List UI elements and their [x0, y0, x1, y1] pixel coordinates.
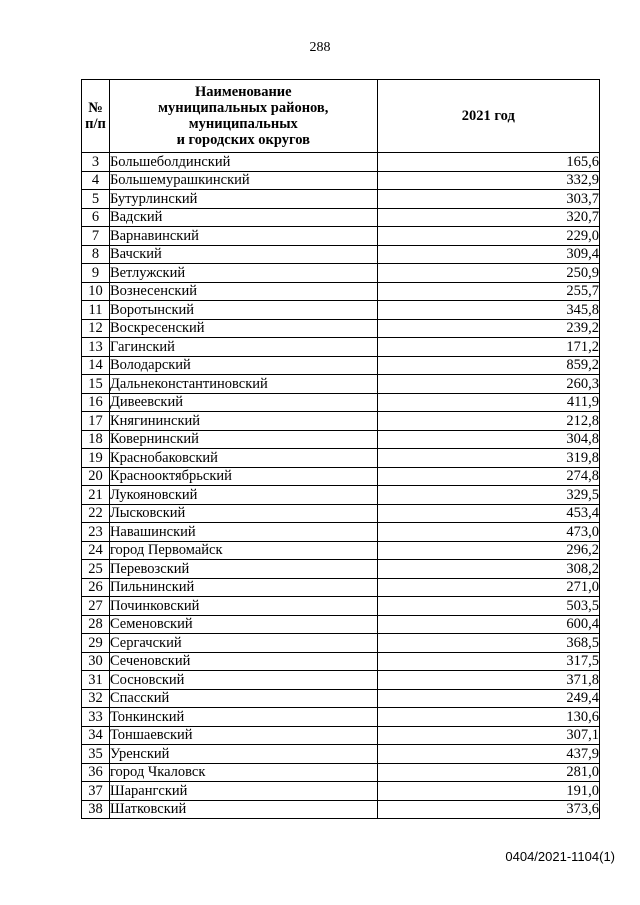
row-number: 11	[82, 301, 110, 320]
table-row	[82, 689, 600, 708]
row-name: Краснооктябрьский	[109, 467, 377, 486]
row-number: 12	[82, 319, 110, 338]
table-row	[82, 319, 600, 338]
row-name: Сергачский	[109, 634, 377, 653]
table-row	[82, 523, 600, 542]
table-row	[82, 227, 600, 246]
row-name: Вознесенский	[109, 282, 377, 301]
row-name: Варнавинский	[109, 227, 377, 246]
row-number: 16	[82, 393, 110, 412]
row-number: 19	[82, 449, 110, 468]
row-value: 304,8	[377, 430, 599, 449]
row-value: 165,6	[377, 153, 599, 172]
row-number: 24	[82, 541, 110, 560]
table-row	[82, 560, 600, 579]
table-row	[82, 282, 600, 301]
row-name: Лысковский	[109, 504, 377, 523]
row-name: Уренский	[109, 745, 377, 764]
table-row	[82, 245, 600, 264]
table-row	[82, 504, 600, 523]
row-number: 5	[82, 190, 110, 209]
row-number: 28	[82, 615, 110, 634]
row-value: 317,5	[377, 652, 599, 671]
table-row	[82, 486, 600, 505]
document-code: 0404/2021-1104(1)	[505, 849, 615, 864]
row-number: 26	[82, 578, 110, 597]
row-name: Тонкинский	[109, 708, 377, 727]
table-row	[82, 745, 600, 764]
row-value: 503,5	[377, 597, 599, 616]
row-number: 15	[82, 375, 110, 394]
table-row	[82, 800, 600, 819]
header-name: Наименование муниципальных районов, муниципальных и городских округов	[109, 80, 377, 153]
row-name: Большеболдинский	[109, 153, 377, 172]
row-number: 7	[82, 227, 110, 246]
row-value: 271,0	[377, 578, 599, 597]
row-value: 320,7	[377, 208, 599, 227]
row-number: 6	[82, 208, 110, 227]
row-name: Пильнинский	[109, 578, 377, 597]
row-name: город Первомайск	[109, 541, 377, 560]
row-value: 859,2	[377, 356, 599, 375]
row-value: 260,3	[377, 375, 599, 394]
row-value: 411,9	[377, 393, 599, 412]
row-value: 229,0	[377, 227, 599, 246]
row-value: 130,6	[377, 708, 599, 727]
row-number: 23	[82, 523, 110, 542]
row-number: 8	[82, 245, 110, 264]
row-name: Сеченовский	[109, 652, 377, 671]
header-number: № п/п	[82, 80, 110, 153]
table-row	[82, 208, 600, 227]
row-name: Большемурашкинский	[109, 171, 377, 190]
row-value: 371,8	[377, 671, 599, 690]
row-number: 22	[82, 504, 110, 523]
row-number: 33	[82, 708, 110, 727]
row-value: 255,7	[377, 282, 599, 301]
row-number: 9	[82, 264, 110, 283]
row-name: Княгининский	[109, 412, 377, 431]
row-value: 345,8	[377, 301, 599, 320]
table-row	[82, 541, 600, 560]
table-row	[82, 375, 600, 394]
table-header-row	[82, 80, 600, 153]
row-value: 308,2	[377, 560, 599, 579]
table-row	[82, 301, 600, 320]
row-name: Воскресенский	[109, 319, 377, 338]
row-number: 31	[82, 671, 110, 690]
row-name: Семеновский	[109, 615, 377, 634]
row-value: 368,5	[377, 634, 599, 653]
table-row	[82, 338, 600, 357]
row-value: 249,4	[377, 689, 599, 708]
row-name: Краснобаковский	[109, 449, 377, 468]
row-name: город Чкаловск	[109, 763, 377, 782]
row-name: Шатковский	[109, 800, 377, 819]
row-name: Дальнеконстантиновский	[109, 375, 377, 394]
row-value: 373,6	[377, 800, 599, 819]
table-row	[82, 356, 600, 375]
table-row	[82, 171, 600, 190]
row-number: 37	[82, 782, 110, 801]
row-value: 309,4	[377, 245, 599, 264]
row-number: 34	[82, 726, 110, 745]
row-name: Вадский	[109, 208, 377, 227]
row-name: Гагинский	[109, 338, 377, 357]
row-value: 250,9	[377, 264, 599, 283]
row-value: 239,2	[377, 319, 599, 338]
row-name: Ветлужский	[109, 264, 377, 283]
row-name: Спасский	[109, 689, 377, 708]
row-number: 25	[82, 560, 110, 579]
row-name: Навашинский	[109, 523, 377, 542]
row-name: Тоншаевский	[109, 726, 377, 745]
row-value: 319,8	[377, 449, 599, 468]
table-row	[82, 763, 600, 782]
data-table	[81, 79, 600, 819]
row-number: 13	[82, 338, 110, 357]
row-value: 332,9	[377, 171, 599, 190]
row-number: 3	[82, 153, 110, 172]
table-row	[82, 190, 600, 209]
row-number: 18	[82, 430, 110, 449]
table-row	[82, 615, 600, 634]
row-name: Перевозский	[109, 560, 377, 579]
row-value: 281,0	[377, 763, 599, 782]
table-row	[82, 652, 600, 671]
table-row	[82, 782, 600, 801]
row-number: 38	[82, 800, 110, 819]
row-value: 329,5	[377, 486, 599, 505]
table-body	[82, 153, 600, 819]
row-number: 32	[82, 689, 110, 708]
row-name: Воротынский	[109, 301, 377, 320]
row-number: 36	[82, 763, 110, 782]
row-name: Ковернинский	[109, 430, 377, 449]
table-row	[82, 449, 600, 468]
row-number: 21	[82, 486, 110, 505]
row-value: 453,4	[377, 504, 599, 523]
row-number: 20	[82, 467, 110, 486]
row-value: 437,9	[377, 745, 599, 764]
row-number: 10	[82, 282, 110, 301]
row-number: 27	[82, 597, 110, 616]
row-number: 4	[82, 171, 110, 190]
row-name: Дивеевский	[109, 393, 377, 412]
row-number: 29	[82, 634, 110, 653]
table-row	[82, 467, 600, 486]
row-value: 171,2	[377, 338, 599, 357]
row-name: Сосновский	[109, 671, 377, 690]
row-value: 212,8	[377, 412, 599, 431]
row-number: 17	[82, 412, 110, 431]
row-number: 30	[82, 652, 110, 671]
table-row	[82, 597, 600, 616]
table-row	[82, 430, 600, 449]
row-name: Шарангский	[109, 782, 377, 801]
row-value: 296,2	[377, 541, 599, 560]
row-value: 473,0	[377, 523, 599, 542]
row-name: Вачский	[109, 245, 377, 264]
table-row	[82, 634, 600, 653]
table-row	[82, 412, 600, 431]
row-value: 191,0	[377, 782, 599, 801]
table-row	[82, 671, 600, 690]
table-row	[82, 708, 600, 727]
row-name: Бутурлинский	[109, 190, 377, 209]
row-value: 307,1	[377, 726, 599, 745]
row-value: 274,8	[377, 467, 599, 486]
table-row	[82, 726, 600, 745]
header-year: 2021 год	[377, 80, 599, 153]
row-number: 14	[82, 356, 110, 375]
table-row	[82, 393, 600, 412]
table-row	[82, 264, 600, 283]
row-name: Починковский	[109, 597, 377, 616]
row-name: Лукояновский	[109, 486, 377, 505]
row-name: Володарский	[109, 356, 377, 375]
page-number: 288	[309, 40, 331, 55]
row-value: 600,4	[377, 615, 599, 634]
row-value: 303,7	[377, 190, 599, 209]
row-number: 35	[82, 745, 110, 764]
table-row	[82, 578, 600, 597]
table-row	[82, 153, 600, 172]
